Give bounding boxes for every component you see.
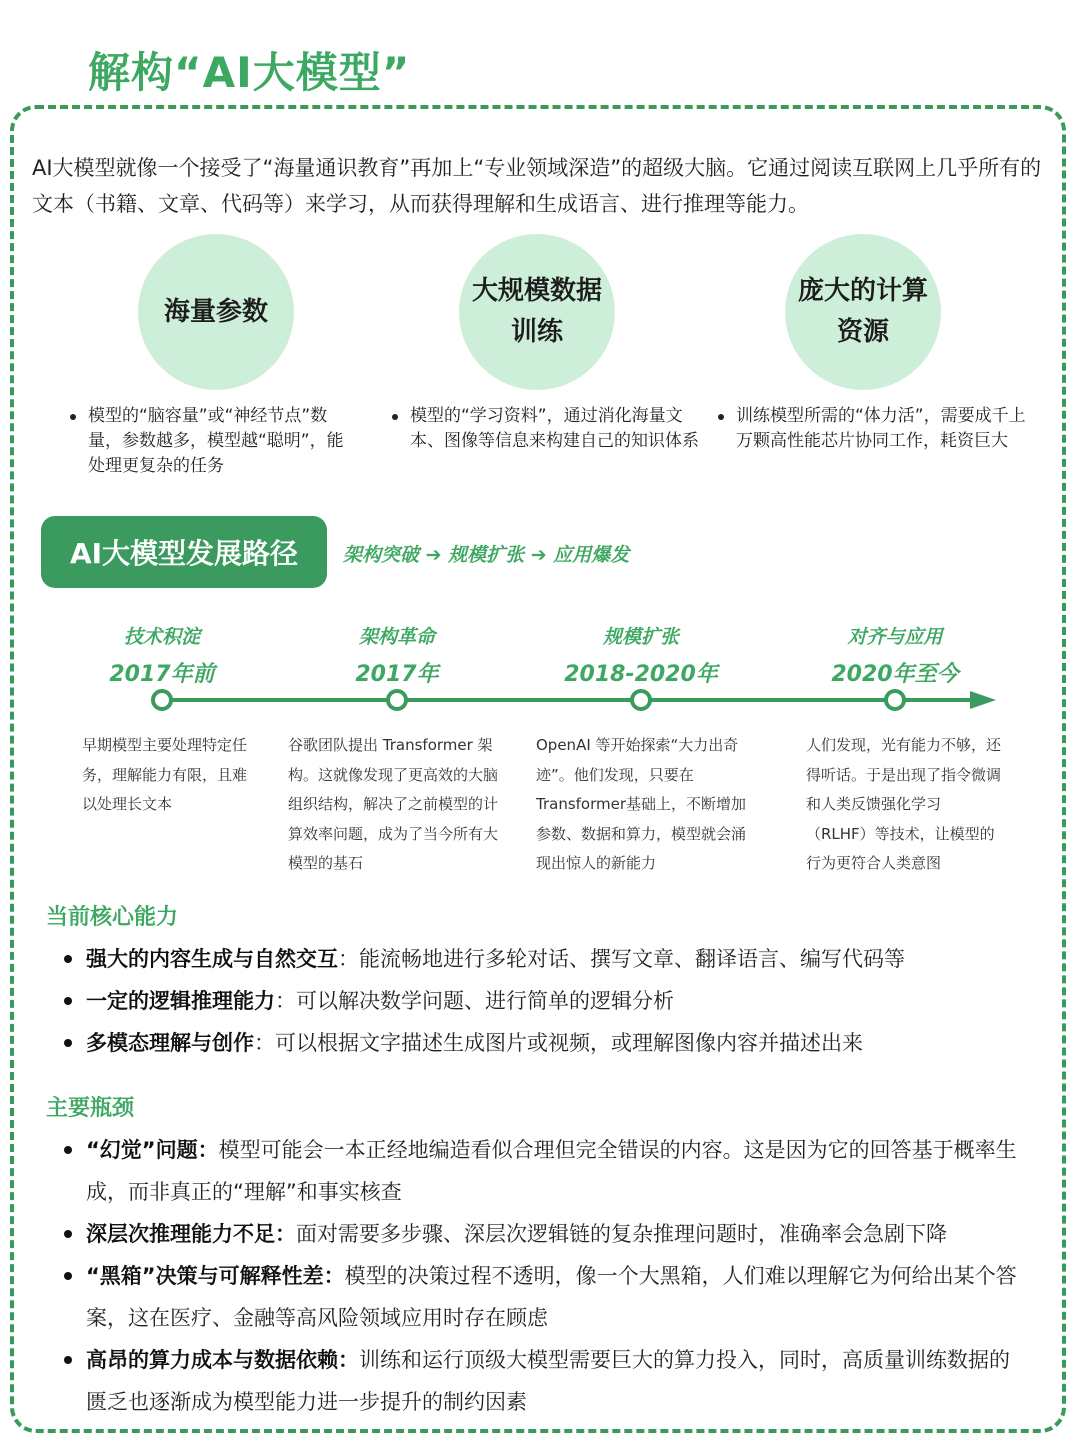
capabilities-list: [86, 938, 1026, 1064]
timeline-node: [886, 691, 904, 709]
bottleneck-title: “幻觉”问题：: [86, 1138, 219, 1162]
capabilities-heading: 当前核心能力: [46, 905, 179, 930]
stage-year: 2020年至今: [831, 662, 959, 687]
pillar-label: 海量参数: [163, 296, 268, 327]
page-title: 解构“AI大模型”: [88, 48, 411, 97]
bottleneck-text: 面对需要多步骤、深层次逻辑链的复杂推理问题时，准确率会急剧下降: [296, 1222, 947, 1246]
stage-desc: 人们发现，光有能力不够，还得听话。于是出现了指令微调和人类反馈强化学习（RLHF）等技术，让模型的行为更符合人类意图: [806, 736, 1002, 872]
stage-desc: 谷歌团队提出 Transformer 架构。这就像发现了更高效的大脑组织结构，解决了之前模型的计算效率问题，成为了当今所有大模型的基石: [288, 736, 499, 872]
bottleneck-item: [86, 1129, 1026, 1213]
timeline-line: [0, 686, 1080, 716]
capability-item: [86, 938, 1026, 980]
pillar-desc-parameters: [68, 404, 360, 479]
capability-item: [86, 1022, 1026, 1064]
stage-name: 架构革命: [358, 626, 435, 648]
bottleneck-text: 模型的决策过程不透明，像一个大黑箱，人们难以理解它为何给出某个答案，这在医疗、金融等高风险领域应用时存在顾虑: [86, 1264, 1017, 1330]
timeline-subtitle: 架构突破 ➔ 规模扩张 ➔ 应用爆发: [343, 544, 630, 566]
stage-name: 规模扩张: [602, 626, 679, 648]
bottleneck-item: [86, 1339, 1026, 1423]
stage-name: 对齐与应用: [847, 626, 943, 648]
pillar-desc-item: 模型的“脑容量”或“神经节点”数量，参数越多，模型越“聪明”，能处理更复杂的任务: [88, 404, 360, 479]
stage-year: 2017年前: [109, 662, 215, 687]
bottleneck-item: [86, 1213, 1026, 1255]
bottleneck-text: 模型可能会一本正经地编造看似合理但完全错误的内容。这是因为它的回答基于概率生成，而非真正的“理解”和事实核查: [86, 1138, 1017, 1204]
stage-year: 2017年: [355, 662, 439, 687]
capability-text: ：可以解决数学问题、进行简单的逻辑分析: [275, 989, 674, 1013]
pillar-circle-data: [459, 234, 615, 390]
pillar-label: 大规模数据训练: [472, 276, 603, 347]
bottlenecks-heading: 主要瓶颈: [46, 1096, 135, 1121]
intro-paragraph: AI大模型就像一个接受了“海量通识教育”再加上“专业领域深造”的超级大脑。它通过阅读互联网上几乎所有的文本（书籍、文章、代码等）来学习，从而获得理解和生成语言、进行推理等能力。: [32, 156, 1042, 216]
bottleneck-title: 深层次推理能力不足：: [86, 1222, 296, 1246]
pillar-desc-compute: [716, 404, 1032, 454]
bottleneck-text: 训练和运行顶级大模型需要巨大的算力投入，同时，高质量训练数据的匮乏也逐渐成为模型能力进一步提升的制约因素: [86, 1348, 1010, 1414]
timeline-arrow-icon: [970, 691, 996, 709]
pillar-circle-parameters: [138, 234, 294, 390]
capability-text: ：可以根据文字描述生成图片或视频，或理解图像内容并描述出来: [254, 1031, 863, 1055]
stage-year: 2018-2020年: [564, 662, 718, 687]
timeline-node: [632, 691, 650, 709]
stage-desc: 早期模型主要处理特定任务，理解能力有限，且难以处理长文本: [82, 736, 248, 813]
capability-text: ：能流畅地进行多轮对话、撰写文章、翻译语言、编写代码等: [338, 947, 905, 971]
pillar-desc-item: 模型的“学习资料”，通过消化海量文本、图像等信息来构建自己的知识体系: [410, 404, 706, 454]
pillar-desc-data: [390, 404, 706, 454]
bottleneck-item: [86, 1255, 1026, 1339]
stage-name: 技术积淀: [123, 626, 200, 648]
timeline-node: [153, 691, 171, 709]
bottleneck-title: 高昂的算力成本与数据依赖：: [86, 1348, 359, 1372]
pillar-label: 庞大的计算资源: [798, 276, 929, 347]
capability-title: 多模态理解与创作: [86, 1031, 254, 1055]
pillar-circle-compute: [785, 234, 941, 390]
capability-item: [86, 980, 1026, 1022]
capability-title: 一定的逻辑推理能力: [86, 989, 275, 1013]
capability-title: 强大的内容生成与自然交互: [86, 947, 338, 971]
timeline-node: [388, 691, 406, 709]
stage-desc: OpenAI 等开始探索“大力出奇迹”。他们发现，只要在Transformer基础上，不断增加参数、数据和算力，模型就会涌现出惊人的新能力: [536, 736, 747, 872]
bottleneck-title: “黑箱”决策与可解释性差：: [86, 1264, 345, 1288]
timeline-title-badge: AI大模型发展路径: [41, 516, 327, 588]
pillar-desc-item: 训练模型所需的“体力活”，需要成千上万颗高性能芯片协同工作，耗资巨大: [736, 404, 1032, 454]
bottlenecks-list: [86, 1129, 1026, 1423]
